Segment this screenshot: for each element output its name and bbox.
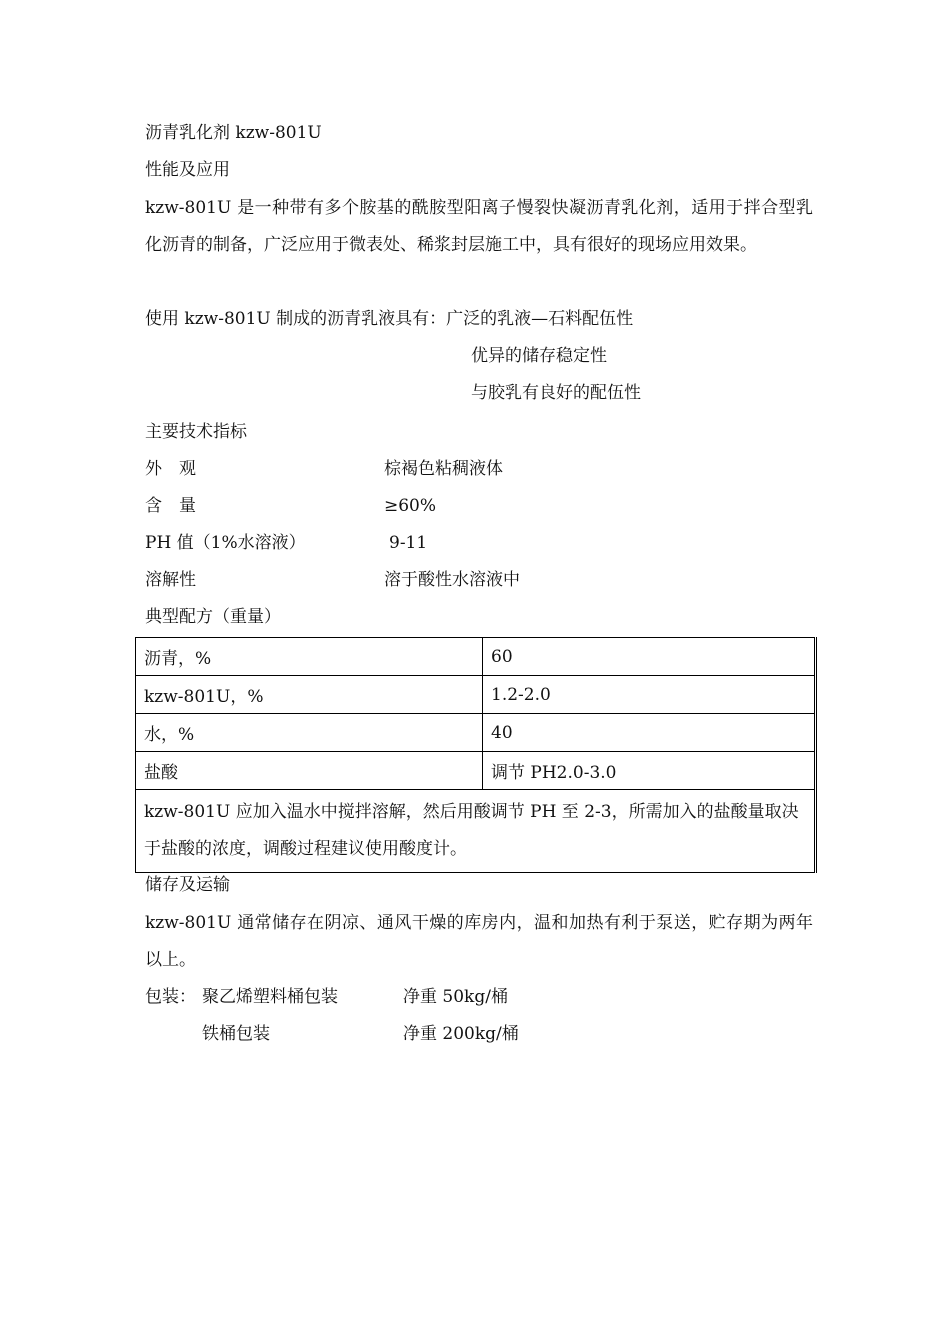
formula-heading: 典型配方（重量） (145, 607, 281, 627)
packaging-weight-plastic: 净重 50kg/桶 (403, 987, 508, 1007)
features-intro: 使用 kzw-801U 制成的沥青乳液具有：广泛的乳液—石料配伍性 (145, 309, 634, 329)
spec-value-appearance: 棕褐色粘稠液体 (384, 459, 503, 479)
table-row (136, 638, 816, 676)
table-cell-item: 盐酸 (136, 752, 483, 790)
formula-table (135, 637, 817, 873)
table-cell-amount: 40 (483, 714, 816, 752)
table-row (136, 790, 816, 873)
packaging-type-plastic: 聚乙烯塑料桶包装 (202, 987, 338, 1007)
table-cell-amount: 调节 PH2.0-3.0 (483, 752, 816, 790)
table-cell-item: kzw-801U，% (136, 676, 483, 714)
performance-heading: 性能及应用 (145, 160, 230, 180)
table-row (136, 752, 816, 790)
document-title: 沥青乳化剂 kzw-801U (145, 123, 322, 143)
spec-label-content: 含 量 (145, 496, 196, 516)
spec-label-ph: PH 值（1%水溶液） (145, 533, 306, 553)
spec-label-appearance: 外 观 (145, 459, 196, 479)
table-cell-item: 沥青，% (136, 638, 483, 676)
storage-heading: 储存及运输 (145, 875, 230, 895)
packaging-type-iron: 铁桶包装 (202, 1024, 270, 1044)
specs-heading: 主要技术指标 (145, 422, 247, 442)
packaging-weight-iron: 净重 200kg/桶 (403, 1024, 519, 1044)
table-row (136, 676, 816, 714)
performance-paragraph: kzw-801U 是一种带有多个胺基的酰胺型阳离子慢裂快凝沥青乳化剂，适用于拌合型乳化沥青的制备，广泛应用于微表处、稀浆封层施工中，具有很好的现场应用效果。 (145, 198, 813, 255)
table-cell-amount: 60 (483, 638, 816, 676)
table-row (136, 714, 816, 752)
spec-label-solubility: 溶解性 (145, 570, 196, 590)
spec-value-ph: 9-11 (389, 533, 428, 553)
feature-storage-stability: 优异的储存稳定性 (471, 346, 607, 366)
table-cell-amount: 1.2-2.0 (483, 676, 816, 714)
spec-value-content: ≥60% (384, 496, 437, 516)
packaging-label: 包装： (145, 987, 196, 1007)
feature-latex-compatibility: 与胶乳有良好的配伍性 (471, 383, 641, 403)
formula-note: kzw-801U 应加入温水中搅拌溶解，然后用酸调节 PH 至 2-3，所需加入的盐酸量取决于盐酸的浓度，调酸过程建议使用酸度计。 (136, 790, 816, 873)
storage-paragraph: kzw-801U 通常储存在阴凉、通风干燥的库房内，温和加热有利于泵送，贮存期为两年以上。 (145, 913, 813, 970)
spec-value-solubility: 溶于酸性水溶液中 (384, 570, 520, 590)
table-cell-item: 水，% (136, 714, 483, 752)
